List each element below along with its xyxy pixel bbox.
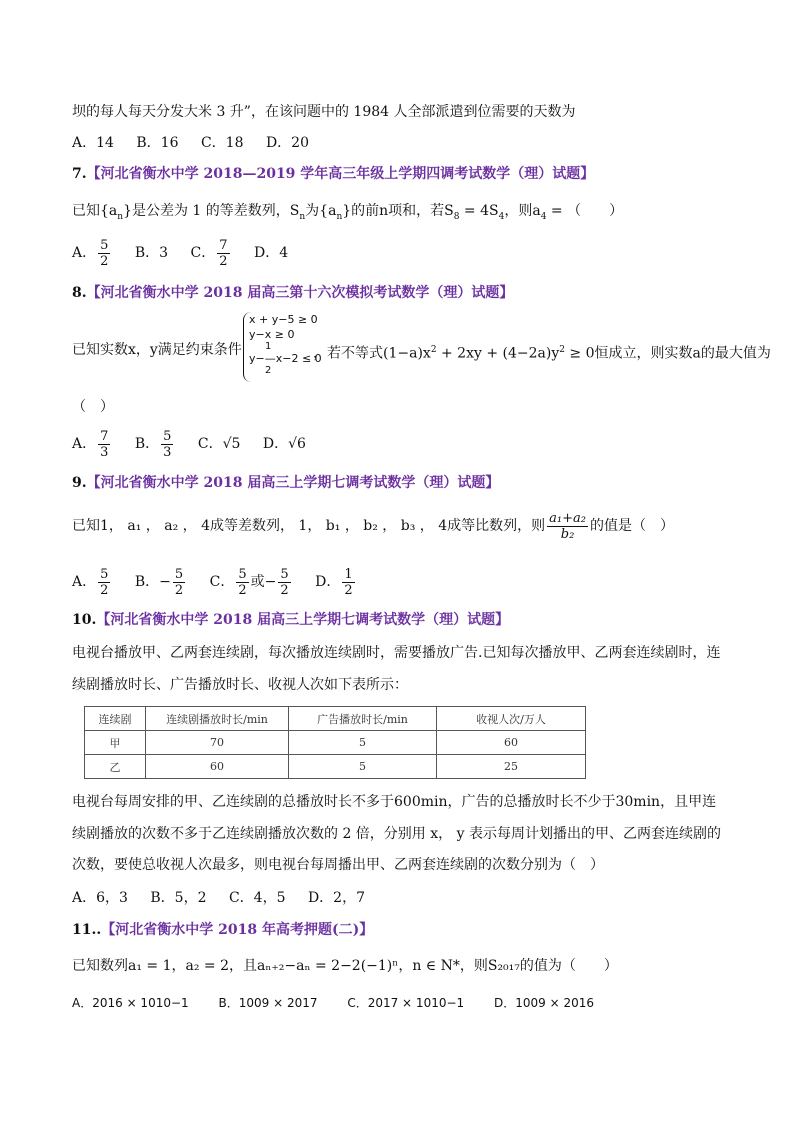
q7-option-d: D．4: [253, 245, 289, 261]
q9-stem: [72, 508, 674, 544]
q8-options: [72, 427, 324, 461]
q9-options: [72, 565, 375, 599]
table-cell: 25: [437, 755, 586, 779]
table-cell: 70: [146, 731, 289, 755]
option-b: B．16: [136, 135, 179, 151]
q11-source: 【河北省衡水中学 2018 年高考押题(二)】: [101, 922, 374, 938]
table-header: 广告播放时长/min: [289, 707, 437, 731]
q9-stem-text: 已知1， a₁ ， a₂ ， 4成等差数列， 1， b₁ ， b₂ ， b₃ ， 4成等比数列，则: [72, 518, 546, 534]
q7-stem-f: ，则a: [504, 203, 541, 219]
q7-option-b: B．3: [134, 245, 169, 261]
q8-number: 8.: [72, 285, 87, 301]
q10-para1-line2: 续剧播放时长、广告播放时长、收视人次如下表所示：: [72, 677, 408, 693]
q7-option-a: A． $\frac{5}{2}$: [72, 237, 109, 269]
table-header: 连续剧播放时长/min: [146, 707, 289, 731]
q10-number: 10.: [72, 612, 97, 628]
q8-header: [72, 283, 513, 303]
q8-stem-rest: ，若不等式$(1-a)x^2 + 2xy + (4-2a)y^2 \ge 0$恒成立，则实数a的最大值为: [313, 345, 771, 362]
q10-options: [72, 888, 383, 908]
q7-stem-b: }是公差为 1 的等差数列，S: [123, 203, 300, 219]
q9-option-a: A． $\frac{5}{2}$: [72, 566, 109, 598]
table-row: [85, 731, 586, 755]
q9-number: 9.: [72, 475, 87, 491]
q8-option-a: A． $\frac{7}{3}$: [72, 428, 109, 460]
q10-para2-line1: 电视台每周安排的甲、乙连续剧的总播放时长不多于600min，广告的总播放时长不少于30min，且甲连: [72, 794, 717, 810]
q9-option-b: B．− $\frac{5}{2}$: [134, 566, 184, 598]
q10-option-b: B．5，2: [150, 890, 207, 906]
q7-number: 7.: [72, 166, 87, 182]
q10-data-table: [84, 706, 586, 779]
table-cell: 5: [289, 731, 437, 755]
q10-para1-line1: 电视台播放甲、乙两套连续剧，每次播放连续剧时，需要播放广告.已知每次播放甲、乙两套连续剧时，连: [72, 645, 721, 661]
q7-stem-e: = 4S: [459, 203, 499, 219]
table-header: 收视人次/万人: [437, 707, 586, 731]
q11-number: 11..: [72, 922, 102, 938]
q9-header: [72, 473, 499, 493]
table-cell: 60: [146, 755, 289, 779]
q8-option-d: D．√6: [262, 436, 306, 452]
q11-option-c: C．2017 × 1010−1: [347, 996, 465, 1010]
q10-para2-line3: 次数，要使总收视人次最多，则电视台每周播出甲、乙两套连续剧的次数分别为（ ）: [72, 857, 604, 873]
q7-source: 【河北省衡水中学 2018—2019 学年高三年级上学期四调考试数学（理）试题】: [86, 166, 595, 182]
q7-stem-c: 为{a: [305, 203, 337, 219]
q11-option-a: A．2016 × 1010−1: [72, 996, 189, 1010]
intro-options: [72, 133, 327, 153]
q9-stem-end: 的值是（ ）: [589, 518, 674, 534]
q9-option-d: D． $\frac{1}{2}$: [315, 566, 353, 598]
q8-paren: （ ）: [72, 399, 114, 415]
q10-source: 【河北省衡水中学 2018 届高三上学期七调考试数学（理）试题】: [96, 612, 510, 628]
intro-text: 坝的每人每天分发大米 3 升”，在该问题中的 1984 人全部派遣到位需要的天数为: [72, 104, 576, 120]
option-a: A．14: [72, 135, 114, 151]
constraint-2: y−x ≥ 0: [249, 328, 295, 341]
q11-option-d: D．1009 × 2016: [494, 996, 595, 1010]
q8-stem-lead: 已知实数x，y满足约束条件: [72, 342, 242, 358]
q10-header: [72, 610, 509, 630]
q11-options: [72, 993, 612, 1013]
q7-options: [72, 236, 306, 270]
q7-header: [72, 164, 594, 184]
q11-option-b: B．1009 × 2017: [218, 996, 318, 1010]
q11-stem: 已知数列a₁ = 1，a₂ = 2，且aₙ₊₂−aₙ = 2−2(−1)ⁿ，n ∈ N*，则S₂₀₁₇的值为（ ）: [72, 958, 618, 974]
q7-option-c: C． $\frac{7}{2}$: [190, 237, 228, 269]
q9-source: 【河北省衡水中学 2018 届高三上学期七调考试数学（理）试题】: [86, 475, 500, 491]
table-cell: 乙: [85, 755, 146, 779]
q7-stem: 已知$\{a_n\}$是公差为 1 的等差数列，$S_n$为$\{a_n\}$的前n项和，若$S_8 = 4S_4$，则$a_4$ = （ ）: [72, 203, 624, 222]
q11-header: [72, 920, 373, 940]
table-cell: 5: [289, 755, 437, 779]
constraint-3: y−—x−2 ≤ 0: [249, 352, 322, 365]
option-c: C．18: [200, 135, 244, 151]
q8-source: 【河北省衡水中学 2018 届高三第十六次模拟考试数学（理）试题】: [86, 285, 514, 301]
q8-stem-b: ，若不等式(1−a)x: [313, 345, 431, 362]
q10-option-c: C．4，5: [228, 890, 286, 906]
table-cell: 60: [437, 731, 586, 755]
q8-stem-c: + 2xy + (4−2a)y: [436, 345, 560, 362]
q9-fraction: $\frac{\text{a₁+a₂}}{\text{b₂}}$: [549, 510, 586, 542]
q10-option-a: A．6，3: [72, 890, 128, 906]
table-row: [85, 755, 586, 779]
q8-option-b: B． $\frac{5}{3}$: [134, 428, 172, 460]
constraint-1: x + y−5 ≥ 0: [249, 313, 318, 326]
constraint-3-frac-num: 1: [265, 341, 272, 352]
q7-stem-d: }的前n项和，若S: [342, 203, 454, 219]
q7-stem-a: 已知{a: [72, 203, 118, 219]
constraint-3-frac-den: 2: [265, 365, 272, 376]
q9-option-c: C． $\frac{5}{2}$ 或− $\frac{5}{2}$: [209, 566, 289, 598]
q10-para2-line2: 续剧播放的次数不多于乙连续剧播放次数的 2 倍，分别用 x， y 表示每周计划播出的甲、乙两套连续剧的: [72, 826, 721, 842]
table-header: 连续剧: [85, 707, 146, 731]
q8-option-c: C．√5: [197, 436, 241, 452]
table-header-row: [85, 707, 586, 731]
table-cell: 甲: [85, 731, 146, 755]
q10-option-d: D．2，7: [307, 890, 365, 906]
q8-stem-d: ≥ 0恒成立，则实数a的最大值为: [564, 345, 771, 362]
option-d: D．20: [265, 135, 309, 151]
q7-stem-g: = （ ）: [546, 203, 624, 219]
